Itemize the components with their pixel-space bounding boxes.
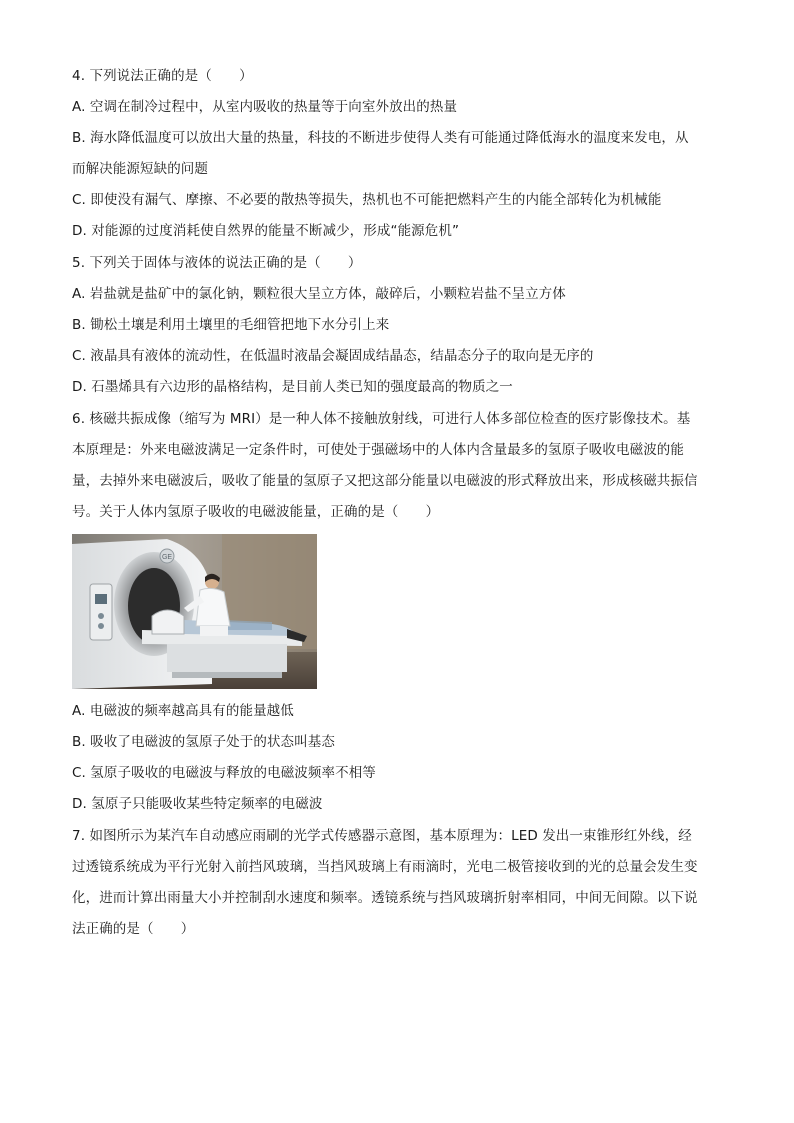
q6-option-a: A. 电磁波的频率越高具有的能量越低	[72, 703, 294, 719]
q5-option-d: D. 石墨烯具有六边形的晶格结构，是目前人类已知的强度最高的物质之一	[72, 379, 513, 395]
q6-stem-line3: 量，去掉外来电磁波后，吸收了能量的氢原子又把这部分能量以电磁波的形式释放出来，形成核磁共振信	[72, 473, 698, 489]
q5-stem: 5. 下列关于固体与液体的说法正确的是（ ）	[72, 255, 362, 271]
q7-stem-line1: 7. 如图所示为某汽车自动感应雨刷的光学式传感器示意图，基本原理为：LED 发出一束锥形红外线，经	[72, 828, 692, 844]
q5-option-a: A. 岩盐就是盐矿中的氯化钠，颗粒很大呈立方体，敲碎后，小颗粒岩盐不呈立方体	[72, 286, 566, 302]
q7-stem-line3: 化，进而计算出雨量大小并控制刮水速度和频率。透镜系统与挡风玻璃折射率相同，中间无间隙。以下说	[72, 890, 698, 906]
q7-stem-line4: 法正确的是（ ）	[72, 921, 195, 937]
q7-stem-line2: 过透镜系统成为平行光射入前挡风玻璃，当挡风玻璃上有雨滴时，光电二极管接收到的光的总量会发生变	[72, 859, 698, 875]
q4-option-c: C. 即使没有漏气、摩擦、不必要的散热等损失，热机也不可能把燃料产生的内能全部转化为机械能	[72, 192, 662, 208]
q4-option-d: D. 对能源的过度消耗使自然界的能量不断减少，形成“能源危机”	[72, 223, 460, 239]
q6-stem-line1: 6. 核磁共振成像（缩写为 MRI）是一种人体不接触放射线，可进行人体多部位检查的医疗影像技术。基	[72, 411, 691, 427]
q4-option-b-line2: 而解决能源短缺的问题	[72, 161, 208, 177]
q6-stem-line2: 本原理是：外来电磁波满足一定条件时，可使处于强磁场中的人体内含量最多的氢原子吸收电磁波的能	[72, 442, 684, 458]
q6-option-d: D. 氢原子只能吸收某些特定频率的电磁波	[72, 796, 323, 812]
q5-option-b: B. 锄松土壤是利用土壤里的毛细管把地下水分引上来	[72, 317, 390, 333]
q4-option-a: A. 空调在制冷过程中，从室内吸收的热量等于向室外放出的热量	[72, 99, 458, 115]
q6-option-b: B. 吸收了电磁波的氢原子处于的状态叫基态	[72, 734, 335, 750]
q6-stem-line4: 号。关于人体内氢原子吸收的电磁波能量，正确的是（ ）	[72, 504, 440, 520]
mri-photo-illustration	[72, 534, 317, 689]
ge-logo: GE	[161, 554, 173, 561]
mri-photo	[72, 534, 317, 689]
q4-stem: 4. 下列说法正确的是（ ）	[72, 68, 253, 84]
q4-option-b-line1: B. 海水降低温度可以放出大量的热量，科技的不断进步使得人类有可能通过降低海水的温度来发电，从	[72, 130, 689, 146]
q6-option-c: C. 氢原子吸收的电磁波与释放的电磁波频率不相等	[72, 765, 376, 781]
q5-option-c: C. 液晶具有液体的流动性，在低温时液晶会凝固成结晶态，结晶态分子的取向是无序的	[72, 348, 594, 364]
